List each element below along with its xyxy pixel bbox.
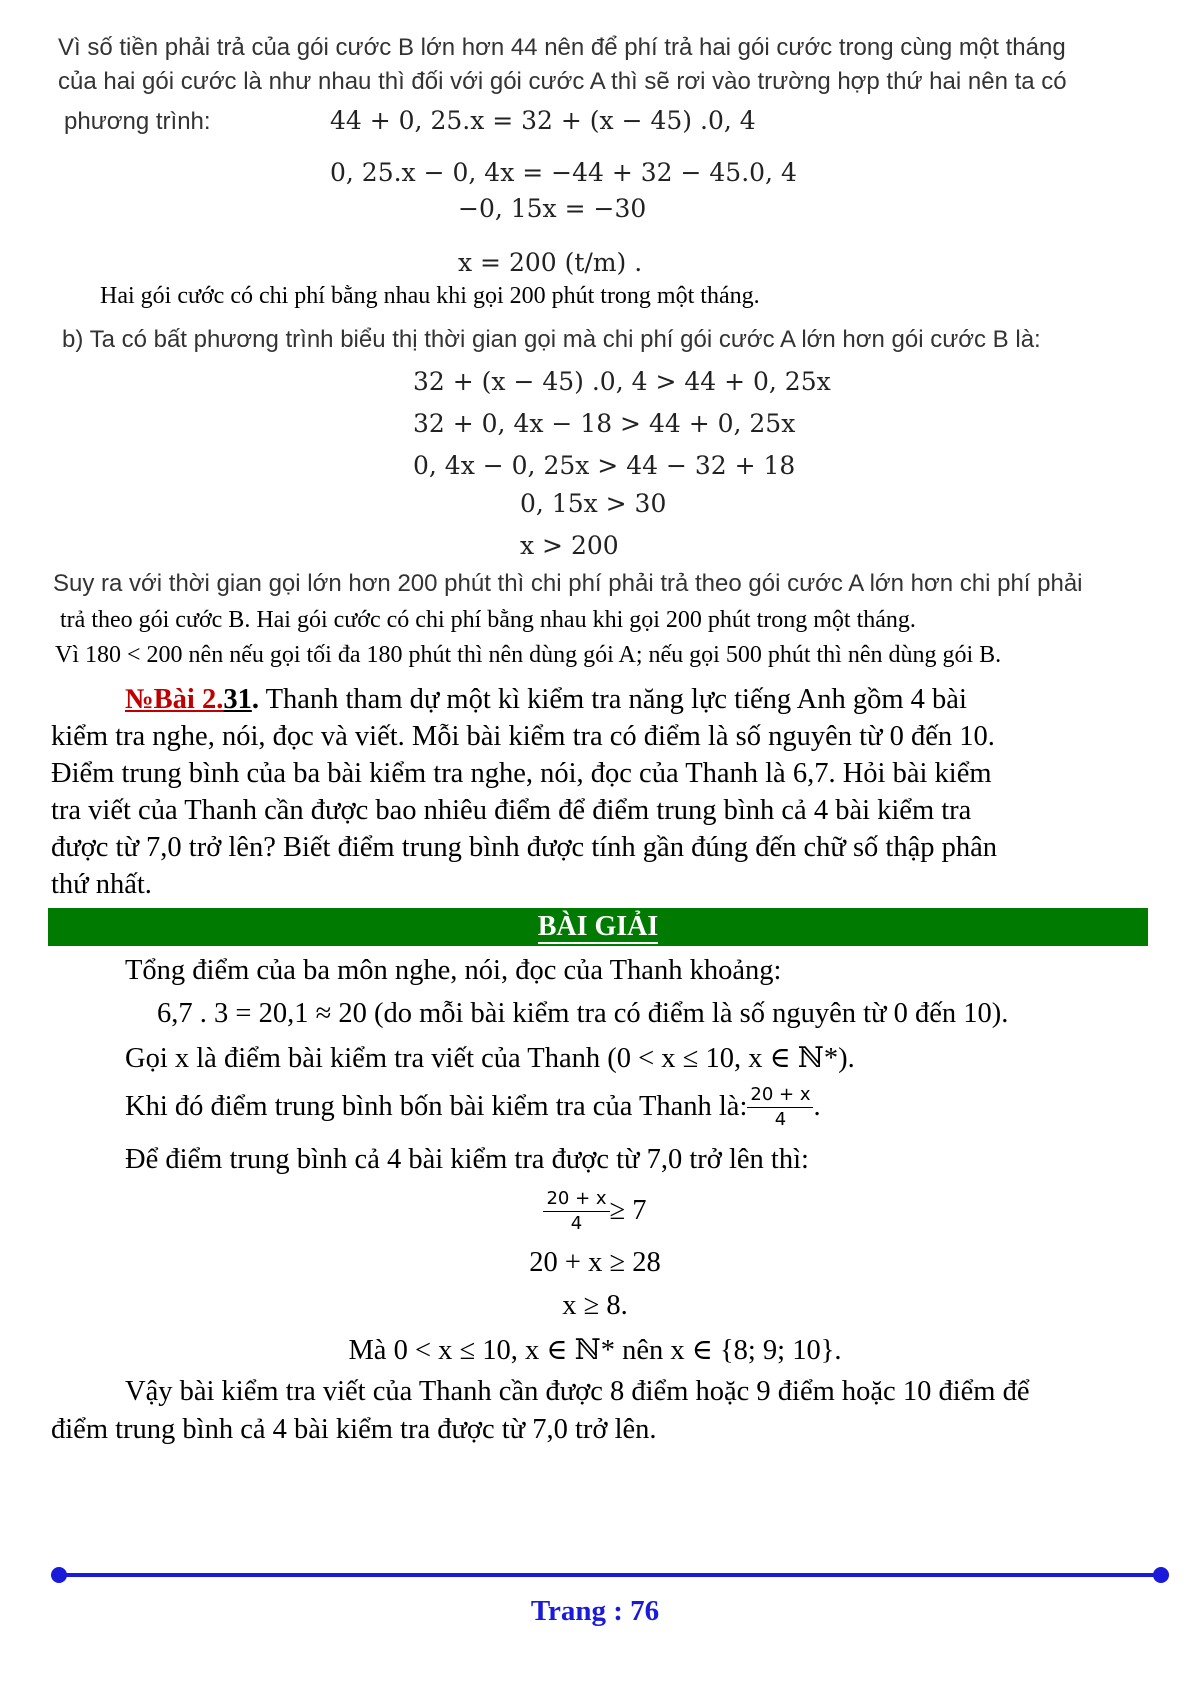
- equation-2: 0, 25.x − 0, 4x = −44 + 32 − 45.0, 4: [330, 158, 797, 187]
- equation-3: −0, 15x = −30: [458, 194, 647, 223]
- problem-line-1: [125, 684, 967, 716]
- problem-label: №Bài 2.: [125, 684, 224, 715]
- part-b-conclusion-1: Suy ra với thời gian gọi lớn hơn 200 phút thì chi phí phải trả theo gói cước A lớn hơn chi phí phải: [53, 570, 1083, 597]
- solution-inequality-2: 20 + x ≥ 28: [529, 1247, 661, 1278]
- inequality-fraction-denominator: 4: [570, 1212, 583, 1234]
- problem-line-2: kiểm tra nghe, nói, đọc và viết. Mỗi bài kiểm tra có điểm là số nguyên từ 0 đến 10.: [51, 721, 995, 752]
- average-fraction: [747, 1085, 813, 1130]
- problem-text-1: Thanh tham dự một kì kiểm tra năng lực tiếng Anh gồm 4 bài: [258, 684, 967, 715]
- inequality-4: 0, 15x > 30: [520, 489, 667, 518]
- part-a-line-1: Vì số tiền phải trả của gói cước B lớn hơn 44 nên để phí trả hai gói cước trong cùng một tháng: [58, 34, 1066, 61]
- solution-line-7: Vậy bài kiểm tra viết của Thanh cần được 8 điểm hoặc 9 điểm hoặc 10 điểm để: [125, 1376, 1030, 1407]
- fraction-numerator: 20 + x: [747, 1085, 813, 1108]
- fraction-denominator: 4: [774, 1108, 787, 1130]
- part-b-intro: b) Ta có bất phương trình biểu thị thời gian gọi mà chi phí gói cước A lớn hơn gói cước B là:: [62, 326, 1041, 353]
- footer-divider: [58, 1573, 1160, 1577]
- solution-line-8: điểm trung bình cả 4 bài kiểm tra được từ 7,0 trở lên.: [51, 1414, 657, 1445]
- page-number: Trang : 76: [530, 1595, 660, 1627]
- solution-line-2: 6,7 . 3 = 20,1 ≈ 20 (do mỗi bài kiểm tra có điểm là số nguyên từ 0 đến 10).: [157, 998, 1009, 1029]
- inequality-fraction: [543, 1189, 609, 1234]
- equation-4: x = 200 (t/m) .: [458, 248, 643, 277]
- footer-right-dot-icon: [1153, 1567, 1169, 1583]
- solution-line-4-end: .: [813, 1091, 821, 1122]
- solution-line-4: [125, 1082, 821, 1132]
- part-a-line-3-label: phương trình:: [64, 108, 211, 135]
- equation-1: 44 + 0, 25.x = 32 + (x − 45) .0, 4: [330, 106, 756, 135]
- inequality-rhs: ≥ 7: [609, 1195, 647, 1226]
- problem-number: 31: [223, 684, 252, 715]
- solution-line-4-text: Khi đó điểm trung bình bốn bài kiểm tra của Thanh là:: [125, 1091, 748, 1122]
- problem-line-5: được từ 7,0 trở lên? Biết điểm trung bình được tính gần đúng đến chữ số thập phân: [51, 832, 997, 863]
- part-b-conclusion-3: Vì 180 < 200 nên nếu gọi tối đa 180 phút thì nên dùng gói A; nếu gọi 500 phút thì nên dùng gói B.: [55, 642, 1002, 668]
- solution-inequality-3: x ≥ 8.: [562, 1290, 628, 1321]
- solution-line-3: Gọi x là điểm bài kiểm tra viết của Thanh (0 < x ≤ 10, x ∈ ℕ*).: [125, 1043, 855, 1074]
- solution-line-6: Mà 0 < x ≤ 10, x ∈ ℕ* nên x ∈ {8; 9; 10}.: [348, 1335, 842, 1366]
- problem-number-dot: .: [251, 684, 259, 715]
- part-b-conclusion-2: trả theo gói cước B. Hai gói cước có chi phí bằng nhau khi gọi 200 phút trong một tháng.: [60, 607, 916, 633]
- inequality-3: 0, 4x − 0, 25x > 44 − 32 + 18: [413, 451, 796, 480]
- solution-inequality-1: [0, 1183, 1190, 1239]
- footer-left-dot-icon: [51, 1567, 67, 1583]
- part-a-line-2: của hai gói cước là như nhau thì đối với gói cước A thì sẽ rơi vào trường hợp thứ hai nên ta có: [58, 68, 1067, 95]
- part-a-conclusion: Hai gói cước có chi phí bằng nhau khi gọi 200 phút trong một tháng.: [100, 283, 760, 309]
- inequality-5: x > 200: [520, 531, 619, 560]
- problem-line-6: thứ nhất.: [51, 869, 152, 900]
- solution-line-1: Tổng điểm của ba môn nghe, nói, đọc của Thanh khoảng:: [125, 955, 782, 986]
- solution-title-wrap: [48, 908, 1148, 946]
- inequality-2: 32 + 0, 4x − 18 > 44 + 0, 25x: [413, 409, 796, 438]
- problem-line-3: Điểm trung bình của ba bài kiểm tra nghe, nói, đọc của Thanh là 6,7. Hỏi bài kiểm: [51, 758, 992, 789]
- inequality-1: 32 + (x − 45) .0, 4 > 44 + 0, 25x: [413, 367, 831, 396]
- solution-title: BÀI GIẢI: [537, 911, 659, 942]
- inequality-fraction-numerator: 20 + x: [543, 1189, 609, 1212]
- solution-banner: [48, 908, 1148, 946]
- solution-line-5: Để điểm trung bình cả 4 bài kiểm tra được từ 7,0 trở lên thì:: [125, 1144, 809, 1175]
- problem-line-4: tra viết của Thanh cần được bao nhiêu điểm để điểm trung bình cả 4 bài kiểm tra: [51, 795, 972, 826]
